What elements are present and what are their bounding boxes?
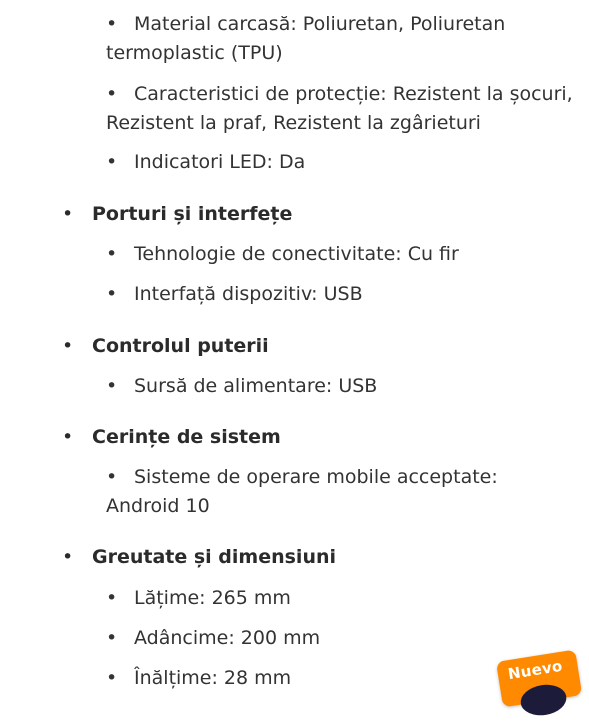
new-badge-button[interactable] bbox=[496, 649, 582, 707]
spec-item-width bbox=[106, 584, 576, 613]
spec-item-connectivity bbox=[106, 240, 576, 269]
bullet: • bbox=[62, 335, 74, 357]
spec-item-text: Tehnologie de conectivitate: Cu fir bbox=[134, 243, 459, 265]
spec-item-text: Lățime: 265 mm bbox=[134, 587, 291, 609]
spec-item-text: Interfață dispozitiv: USB bbox=[134, 283, 363, 305]
spec-item-text: Sisteme de operare mobile acceptate: Android 10 bbox=[106, 466, 498, 517]
bullet: • bbox=[106, 13, 118, 35]
bullet: • bbox=[62, 203, 74, 225]
spec-item-text: Caracteristici de protecție: Rezistent la șocuri, Rezistent la praf, Rezistent la zgârieturi bbox=[106, 83, 573, 134]
badge-label: Nuevo bbox=[506, 656, 564, 684]
spec-item-depth bbox=[106, 624, 576, 653]
bullet: • bbox=[106, 243, 118, 265]
bullet: • bbox=[106, 466, 118, 488]
bullet: • bbox=[106, 375, 118, 397]
spec-item-text: Material carcasă: Poliuretan, Poliuretan termoplastic (TPU) bbox=[106, 13, 506, 64]
section-title: Greutate și dimensiuni bbox=[92, 546, 337, 568]
bullet: • bbox=[106, 667, 118, 689]
section-title: Controlul puterii bbox=[92, 335, 269, 357]
bullet: • bbox=[62, 546, 74, 568]
bullet: • bbox=[106, 83, 118, 105]
spec-item-text: Indicatori LED: Da bbox=[134, 151, 306, 173]
bullet: • bbox=[106, 151, 118, 173]
spec-item-interface bbox=[106, 280, 576, 309]
spec-item-power-source bbox=[106, 372, 576, 401]
spec-item-text: Adâncime: 200 mm bbox=[134, 627, 321, 649]
chat-bubble-icon bbox=[518, 682, 568, 719]
bullet: • bbox=[62, 426, 74, 448]
spec-item-text: Înălțime: 28 mm bbox=[134, 667, 292, 689]
spec-item-os bbox=[106, 463, 576, 521]
bullet: • bbox=[106, 627, 118, 649]
spec-item-protection bbox=[106, 80, 576, 138]
spec-item-text: Sursă de alimentare: USB bbox=[134, 375, 378, 397]
bullet: • bbox=[106, 283, 118, 305]
spec-item-led bbox=[106, 148, 576, 177]
section-title: Porturi și interfețe bbox=[92, 203, 293, 225]
spec-item-material bbox=[106, 10, 576, 68]
section-title: Cerințe de sistem bbox=[92, 426, 281, 448]
bullet: • bbox=[106, 587, 118, 609]
